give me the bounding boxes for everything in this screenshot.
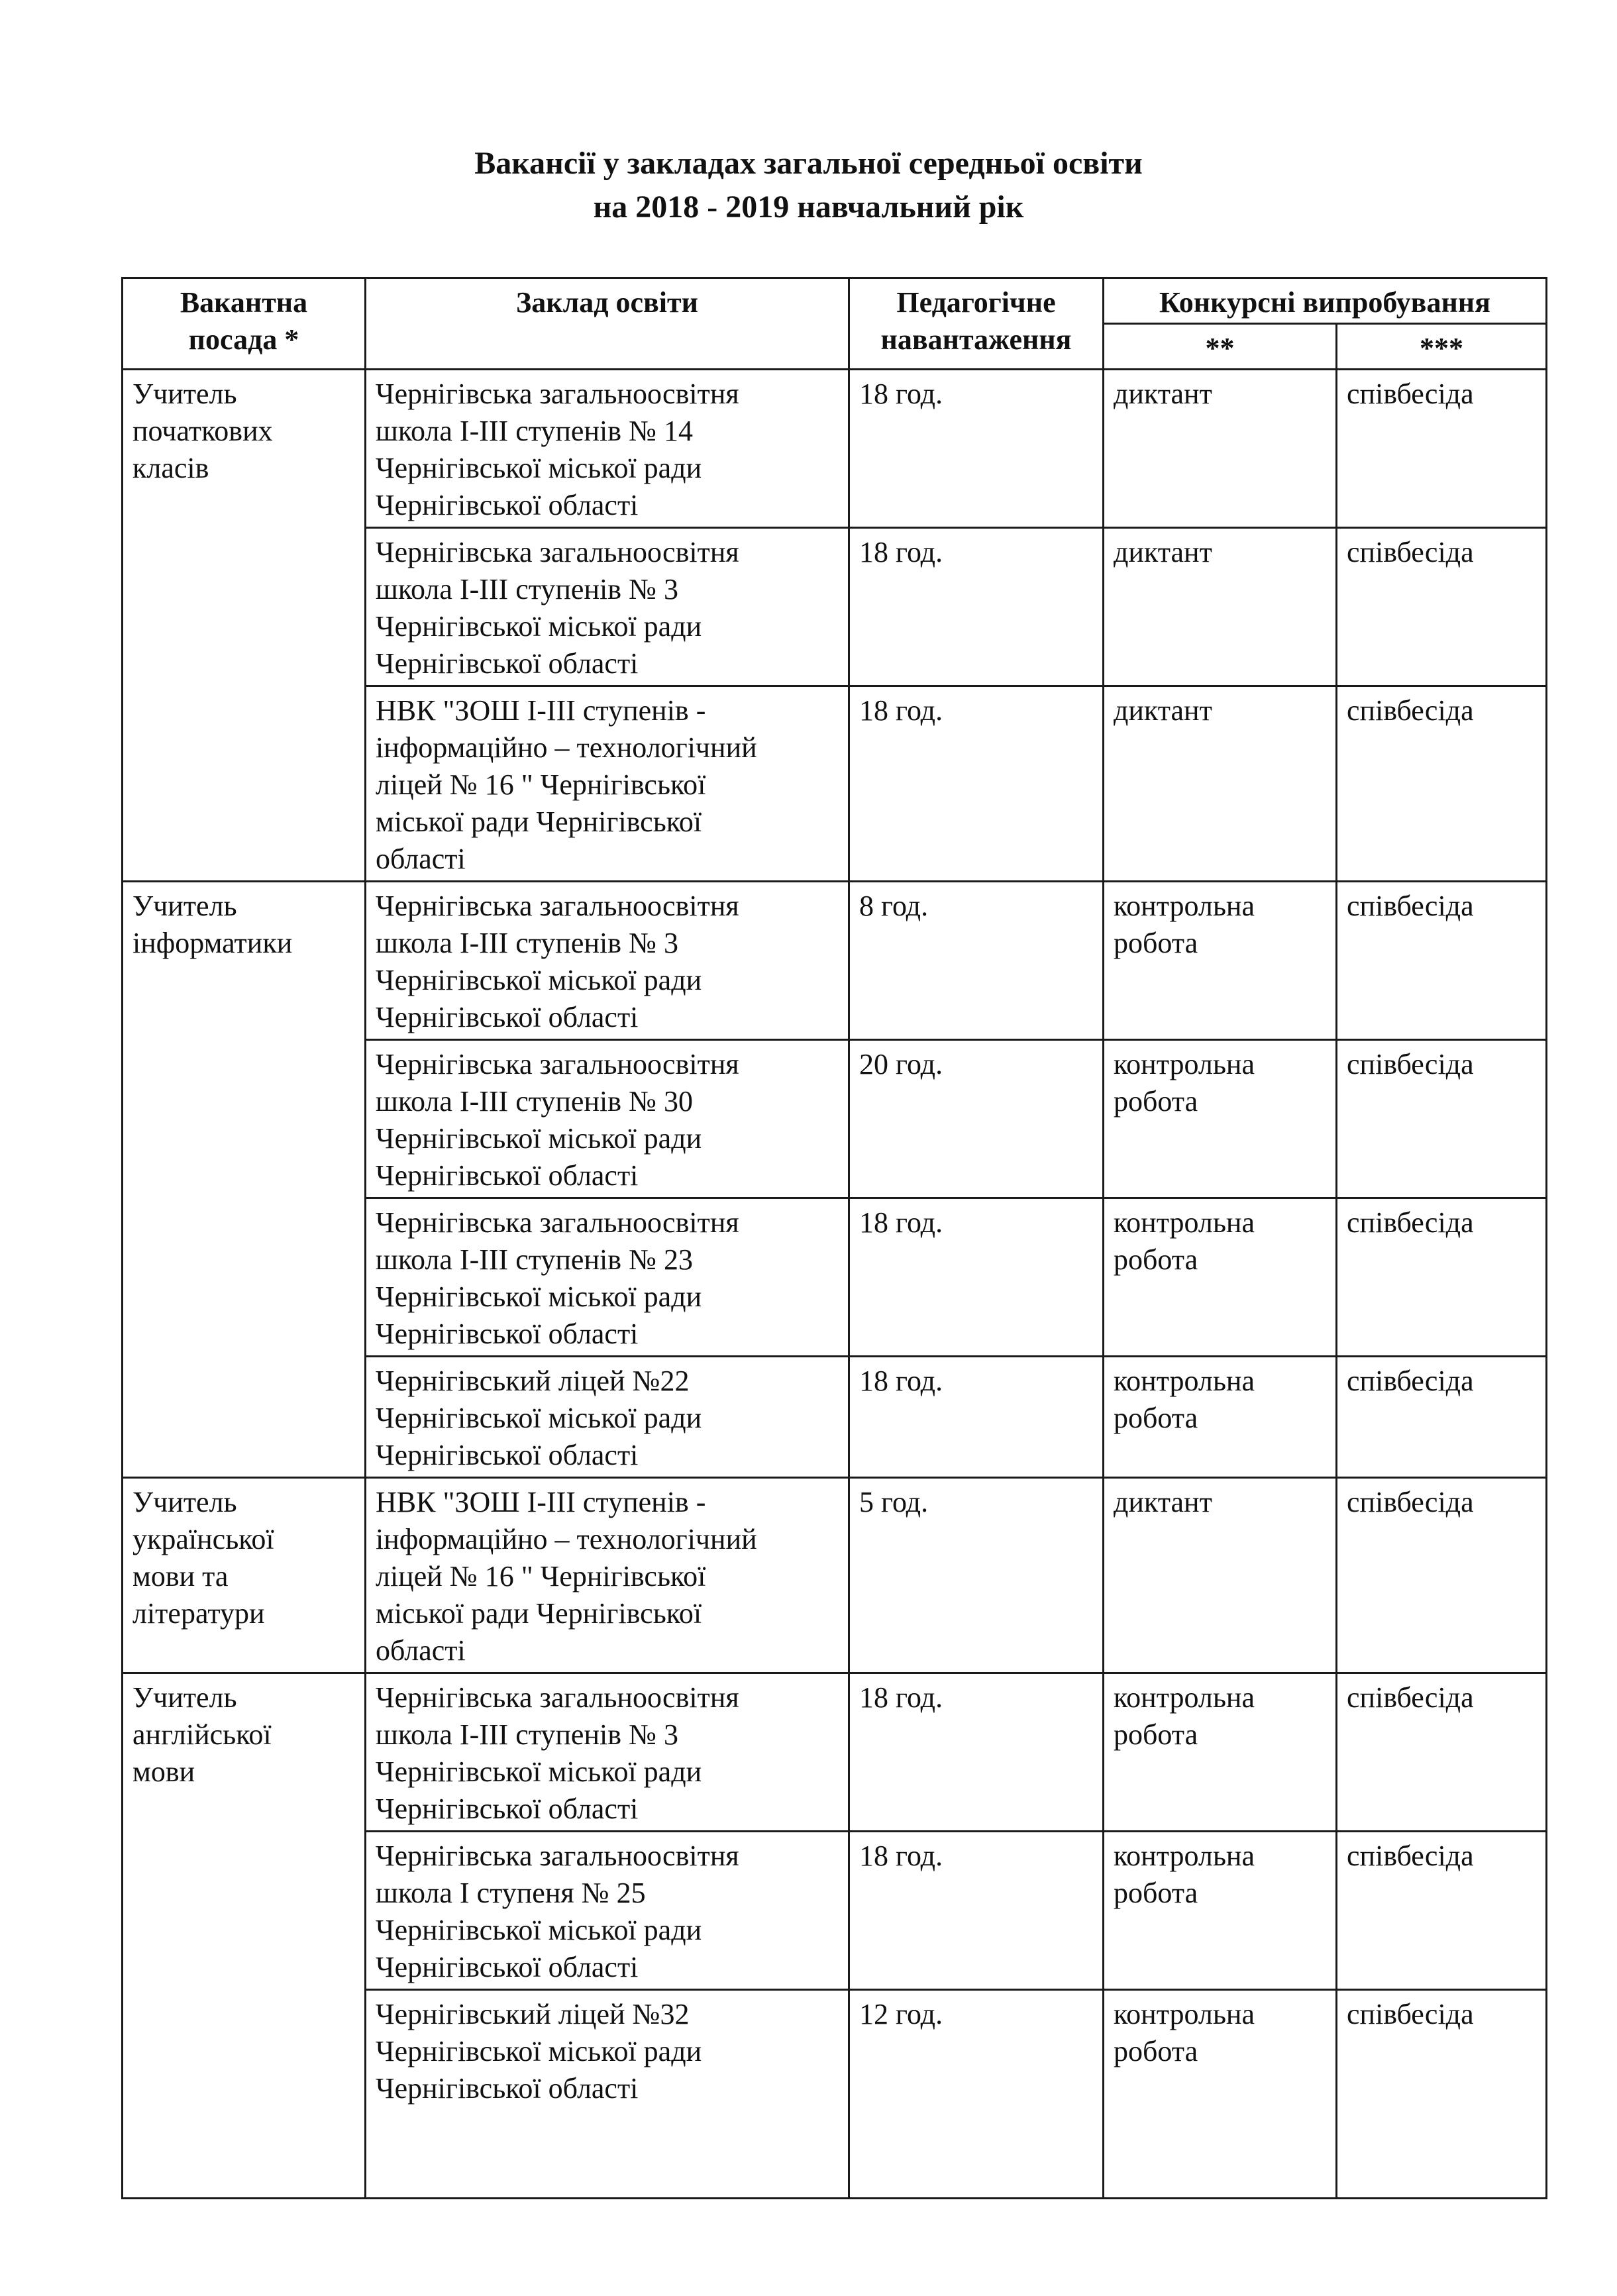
test-2-cell: співбесіда — [1337, 1040, 1547, 1198]
test-1-cell: контрольна робота — [1104, 1198, 1337, 1357]
header-load: Педагогічне навантаження — [849, 278, 1104, 370]
load-cell: 12 год. — [849, 1990, 1104, 2199]
load-cell: 5 год. — [849, 1478, 1104, 1673]
load-cell: 18 год. — [849, 1832, 1104, 1990]
test-2-cell: співбесіда — [1337, 1357, 1547, 1478]
test-1-cell: контрольна робота — [1104, 1832, 1337, 1990]
table-row — [123, 370, 1547, 528]
institution-cell: Чернігівський ліцей №22 Чернігівської міської ради Чернігівської області — [366, 1357, 849, 1478]
institution-cell: Чернігівська загальноосвітня школа І-ІІІ ступенів № 3 Чернігівської міської ради Чернігівської області — [366, 528, 849, 686]
test-2-cell: співбесіда — [1337, 1478, 1547, 1673]
load-cell: 18 год. — [849, 1198, 1104, 1357]
institution-cell: Чернігівська загальноосвітня школа І-ІІІ ступенів № 23 Чернігівської міської ради Чернігівської області — [366, 1198, 849, 1357]
test-1-cell: контрольна робота — [1104, 1357, 1337, 1478]
institution-cell: НВК "ЗОШ І-ІІІ ступенів - інформаційно – технологічний ліцей № 16 " Чернігівської міської ради Чернігівської області — [366, 686, 849, 882]
header-test-2: *** — [1337, 324, 1547, 370]
test-1-cell: контрольна робота — [1104, 1040, 1337, 1198]
test-2-cell: співбесіда — [1337, 528, 1547, 686]
load-cell: 18 год. — [849, 528, 1104, 686]
test-2-cell: співбесіда — [1337, 370, 1547, 528]
load-cell: 20 год. — [849, 1040, 1104, 1198]
test-2-cell: співбесіда — [1337, 1832, 1547, 1990]
table-row — [123, 1478, 1547, 1673]
test-1-cell: контрольна робота — [1104, 1673, 1337, 1832]
test-2-cell: співбесіда — [1337, 1198, 1547, 1357]
test-1-cell: диктант — [1104, 370, 1337, 528]
title-line-1: Вакансії у закладах загальної середньої освіти — [474, 146, 1143, 181]
table-row — [123, 1673, 1547, 1832]
table-row — [123, 882, 1547, 1040]
vacant-post-cell: Учитель інформатики — [123, 882, 366, 1478]
table-body — [123, 370, 1547, 2199]
test-1-cell: контрольна робота — [1104, 882, 1337, 1040]
institution-cell: Чернігівська загальноосвітня школа І ступеня № 25 Чернігівської міської ради Чернігівської області — [366, 1832, 849, 1990]
load-cell: 18 год. — [849, 1673, 1104, 1832]
institution-cell: Чернігівська загальноосвітня школа І-ІІІ ступенів № 3 Чернігівської міської ради Чернігівської області — [366, 882, 849, 1040]
institution-cell: Чернігівська загальноосвітня школа І-ІІІ ступенів № 3 Чернігівської міської ради Чернігівської області — [366, 1673, 849, 1832]
load-cell: 18 год. — [849, 686, 1104, 882]
vacant-post-cell: Учитель початкових класів — [123, 370, 366, 882]
test-2-cell: співбесіда — [1337, 686, 1547, 882]
header-contest: Конкурсні випробування — [1104, 278, 1547, 324]
test-2-cell: співбесіда — [1337, 1990, 1547, 2199]
institution-cell: Чернігівський ліцей №32 Чернігівської міської ради Чернігівської області — [366, 1990, 849, 2199]
institution-cell: Чернігівська загальноосвітня школа І-ІІІ ступенів № 30 Чернігівської міської ради Чернігівської області — [366, 1040, 849, 1198]
title-line-2: на 2018 - 2019 навчальний рік — [593, 189, 1024, 225]
vacancies-table — [121, 277, 1547, 2199]
test-1-cell: диктант — [1104, 528, 1337, 686]
vacant-post-cell: Учитель української мови та літератури — [123, 1478, 366, 1673]
header-test-1: ** — [1104, 324, 1337, 370]
page-title — [0, 142, 1617, 229]
test-2-cell: співбесіда — [1337, 1673, 1547, 1832]
institution-cell: Чернігівська загальноосвітня школа І-ІІІ ступенів № 14 Чернігівської міської ради Чернігівської області — [366, 370, 849, 528]
vacant-post-cell: Учитель англійської мови — [123, 1673, 366, 2199]
institution-cell: НВК "ЗОШ І-ІІІ ступенів - інформаційно – технологічний ліцей № 16 " Чернігівської міської ради Чернігівської області — [366, 1478, 849, 1673]
test-1-cell: диктант — [1104, 1478, 1337, 1673]
load-cell: 18 год. — [849, 370, 1104, 528]
header-institution: Заклад освіти — [366, 278, 849, 370]
test-1-cell: диктант — [1104, 686, 1337, 882]
load-cell: 18 год. — [849, 1357, 1104, 1478]
load-cell: 8 год. — [849, 882, 1104, 1040]
header-post: Вакантна посада * — [123, 278, 366, 370]
test-1-cell: контрольна робота — [1104, 1990, 1337, 2199]
test-2-cell: співбесіда — [1337, 882, 1547, 1040]
